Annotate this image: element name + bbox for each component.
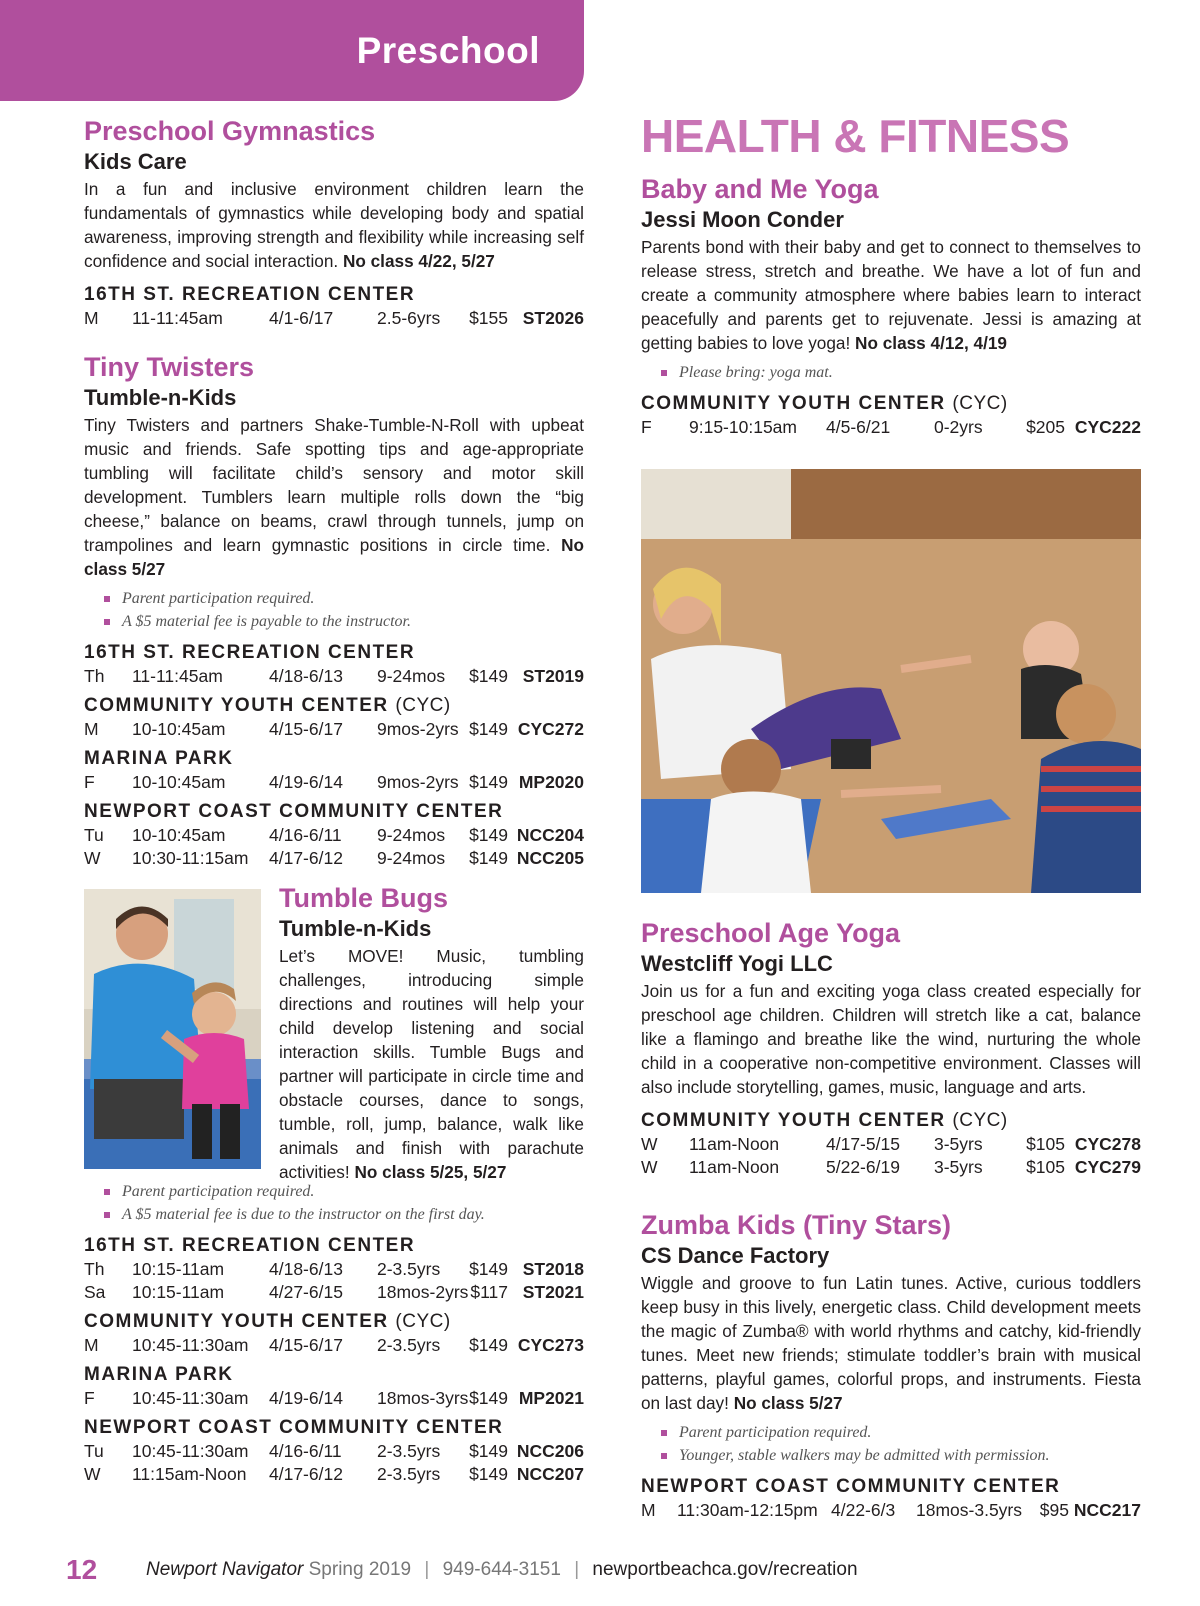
- location-heading: 16TH ST. RECREATION CENTER: [84, 1235, 416, 1256]
- footer-publication: [146, 1559, 858, 1581]
- footer-separator: |: [424, 1559, 430, 1580]
- schedule-ages: 9mos-2yrs: [377, 719, 459, 739]
- location-heading: NEWPORT COAST COMMUNITY CENTER: [84, 1417, 504, 1438]
- class-description: Tiny Twisters and partners Shake-Tumble-N-Roll with upbeat music and friends. Safe spotting tips and age-appropriate tumbling will facilitate child’s sensory and motor skill development. Tumblers learn multiple rolls down the “big cheese,” balance on beams, crawl through tunnels, jump on trampolines and learn gymnastic positions in circle time. No class 5/27: [84, 415, 584, 579]
- schedule-time: 11:15am-Noon: [132, 1464, 247, 1484]
- schedule-row: [84, 718, 584, 741]
- schedule-row: [84, 1463, 584, 1486]
- schedule-time: 10:45-11:30am: [132, 1388, 249, 1408]
- schedule-rows: [84, 771, 584, 794]
- no-class-note: No class 4/12, 4/19: [855, 333, 1007, 353]
- schedule-dates: 4/5-6/21: [826, 417, 891, 437]
- schedule-dates: 4/15-6/17: [269, 719, 343, 739]
- location-heading: NEWPORT COAST COMMUNITY CENTER: [641, 1476, 1061, 1497]
- class-tiny-twisters: [84, 351, 584, 870]
- schedule-course-code: CYC273: [517, 1335, 584, 1355]
- schedule-row: [84, 847, 584, 870]
- schedule-rows: [641, 1133, 1141, 1179]
- class-description: Join us for a fun and exciting yoga class created especially for preschool age children. Children will stretch like a cat, balance like a flamingo and breathe like the wind, nurturing the whole child in a cooperative non-competitive environment. Classes will also include storytelling, games, music, language and arts.: [641, 981, 1141, 1097]
- class-title: Preschool Age Yoga: [641, 918, 901, 948]
- class-vendor: CS Dance Factory: [641, 1243, 830, 1268]
- schedule-rows: [84, 718, 584, 741]
- schedule-day: F: [84, 772, 95, 792]
- class-title: Zumba Kids (Tiny Stars): [641, 1210, 952, 1240]
- section-tab-title: Preschool: [356, 30, 540, 71]
- schedule-course-code: NCC205: [516, 848, 584, 868]
- schedule-row: [641, 1156, 1141, 1179]
- schedule-fee: $149: [469, 1388, 508, 1408]
- schedule-course-code: NCC204: [516, 825, 584, 845]
- schedule-fee: $149: [469, 825, 508, 845]
- schedule-fee: $95: [1039, 1500, 1069, 1520]
- note-item: Parent participation required.: [104, 1180, 584, 1203]
- schedule-time: 10:15-11am: [132, 1282, 225, 1302]
- schedule-row: [84, 307, 584, 330]
- schedule-fee: $205: [1026, 417, 1065, 437]
- class-title: Tiny Twisters: [84, 352, 255, 382]
- publication-season: Spring 2019: [308, 1559, 412, 1580]
- schedule-rows: [84, 307, 584, 330]
- note-item: A $5 material fee is payable to the instructor.: [104, 610, 584, 633]
- class-preschool-gymnastics: [84, 115, 584, 330]
- location-heading: 16TH ST. RECREATION CENTER: [84, 642, 416, 663]
- schedule-day: M: [84, 719, 99, 739]
- schedule-rows: [84, 1387, 584, 1410]
- schedule-day: M: [84, 308, 99, 328]
- schedule-fee: $149: [469, 1259, 508, 1279]
- schedule-dates: 4/19-6/14: [269, 1388, 343, 1408]
- class-preschool-age-yoga: [641, 917, 1141, 1179]
- schedule-dates: 4/17-5/15: [826, 1134, 900, 1154]
- class-baby-and-me-yoga: [641, 173, 1141, 439]
- class-vendor: Westcliff Yogi LLC: [641, 951, 833, 976]
- class-description: Let’s MOVE! Music, tumbling challenges, introducing simple directions and routines will help your child develop listening and social interaction skills. Tumble Bugs and partner will participate in circle time and obstacle courses, dance to songs, tumble, roll, jump, balance, walk like animals and finish with parachute activities! No class 5/25, 5/27: [279, 946, 584, 1182]
- category-heading: HEALTH & FITNESS: [641, 110, 1070, 162]
- location-heading: COMMUNITY YOUTH CENTER (CYC): [84, 1311, 451, 1332]
- schedule-time: 10-10:45am: [132, 825, 226, 845]
- class-title: Tumble Bugs: [279, 883, 449, 913]
- schedule-ages: 9-24mos: [377, 666, 446, 686]
- schedule-course-code: NCC217: [1073, 1500, 1141, 1520]
- schedule-ages: 0-2yrs: [934, 417, 983, 437]
- schedule-ages: 2-3.5yrs: [377, 1259, 441, 1279]
- schedule-dates: 4/16-6/11: [269, 1441, 342, 1461]
- footer-separator: |: [574, 1559, 580, 1580]
- schedule-ages: 18mos-3yrs: [377, 1388, 469, 1408]
- schedule-fee: $149: [469, 1464, 508, 1484]
- schedule-time: 10:30-11:15am: [132, 848, 249, 868]
- schedule-fee: $105: [1026, 1157, 1065, 1177]
- schedule-course-code: NCC206: [516, 1441, 584, 1461]
- class-vendor: Tumble-n-Kids: [84, 385, 237, 410]
- schedule-dates: 4/22-6/3: [831, 1500, 896, 1520]
- schedule-ages: 3-5yrs: [934, 1157, 983, 1177]
- class-title: Baby and Me Yoga: [641, 174, 879, 204]
- page-number: 12: [66, 1554, 98, 1585]
- schedule-ages: 18mos-2yrs: [377, 1282, 469, 1302]
- schedule-time: 10-10:45am: [132, 772, 226, 792]
- schedule-dates: 4/27-6/15: [269, 1282, 343, 1302]
- tumble-bugs-photo: [84, 889, 261, 1169]
- schedule-time: 11:30am-12:15pm: [677, 1500, 818, 1520]
- location-heading: 16TH ST. RECREATION CENTER: [84, 284, 416, 305]
- page-footer: [66, 1554, 966, 1590]
- schedule-time: 11am-Noon: [689, 1134, 780, 1154]
- schedule-course-code: NCC207: [516, 1464, 584, 1484]
- schedule-dates: 4/15-6/17: [269, 1335, 343, 1355]
- schedule-row: [641, 1499, 1141, 1522]
- schedule-fee: $117: [470, 1282, 508, 1302]
- schedule-rows: [641, 416, 1141, 439]
- schedule-dates: 4/19-6/14: [269, 772, 343, 792]
- schedule-rows: [641, 1499, 1141, 1522]
- schedule-day: W: [84, 848, 101, 868]
- schedule-time: 9:15-10:15am: [689, 417, 797, 437]
- schedule-dates: 4/16-6/11: [269, 825, 342, 845]
- class-zumba-kids: [641, 1209, 1141, 1522]
- schedule-dates: 5/22-6/19: [826, 1157, 900, 1177]
- schedule-row: [84, 1281, 584, 1304]
- schedule-course-code: CYC279: [1074, 1157, 1141, 1177]
- note-item: Younger, stable walkers may be admitted with permission.: [661, 1444, 1141, 1467]
- schedule-day: Sa: [84, 1282, 106, 1302]
- schedule-ages: 2-3.5yrs: [377, 1441, 441, 1461]
- schedule-rows: [84, 1258, 584, 1304]
- class-description: In a fun and inclusive environment children learn the fundamentals of gymnastics while developing body and spatial awareness, improving strength and flexibility while increasing self confidence and social interaction. No class 4/22, 5/27: [84, 179, 584, 271]
- schedule-fee: $155: [469, 308, 508, 328]
- schedule-row: [84, 1258, 584, 1281]
- schedule-day: M: [641, 1500, 656, 1520]
- schedule-day: W: [84, 1464, 101, 1484]
- schedule-time: 10:45-11:30am: [132, 1335, 249, 1355]
- schedule-time: 10-10:45am: [132, 719, 226, 739]
- schedule-day: Tu: [84, 1441, 104, 1461]
- class-tumble-bugs: [279, 882, 584, 1184]
- schedule-course-code: CYC272: [517, 719, 584, 739]
- class-notes: [104, 587, 584, 633]
- class-title: Preschool Gymnastics: [84, 116, 376, 146]
- location-heading: MARINA PARK: [84, 748, 234, 769]
- class-vendor: Kids Care: [84, 149, 187, 174]
- schedule-day: Th: [84, 1259, 105, 1279]
- schedule-rows: [84, 1334, 584, 1357]
- schedule-ages: 18mos-3.5yrs: [916, 1500, 1023, 1520]
- schedule-dates: 4/18-6/13: [269, 666, 343, 686]
- schedule-ages: 2.5-6yrs: [377, 308, 441, 328]
- schedule-row: [84, 1387, 584, 1410]
- schedule-fee: $149: [469, 772, 508, 792]
- schedule-row: [84, 1334, 584, 1357]
- schedule-time: 11-11:45am: [132, 308, 223, 328]
- schedule-fee: $149: [469, 1335, 508, 1355]
- schedule-dates: 4/1-6/17: [269, 308, 334, 328]
- schedule-ages: 9mos-2yrs: [377, 772, 459, 792]
- schedule-dates: 4/18-6/13: [269, 1259, 343, 1279]
- schedule-time: 11-11:45am: [132, 666, 223, 686]
- note-item: Parent participation required.: [661, 1421, 1141, 1444]
- schedule-day: W: [641, 1134, 658, 1154]
- schedule-fee: $149: [469, 666, 508, 686]
- schedule-row: [641, 416, 1141, 439]
- schedule-dates: 4/17-6/12: [269, 1464, 343, 1484]
- class-notes: [661, 1421, 1141, 1467]
- note-item: Please bring: yoga mat.: [661, 361, 1141, 384]
- schedule-fee: $149: [469, 1441, 508, 1461]
- schedule-row: [84, 665, 584, 688]
- class-vendor: Tumble-n-Kids: [279, 916, 432, 941]
- schedule-rows: [84, 824, 584, 870]
- schedule-course-code: ST2021: [522, 1282, 584, 1302]
- schedule-course-code: CYC222: [1074, 417, 1141, 437]
- schedule-dates: 4/17-6/12: [269, 848, 343, 868]
- schedule-course-code: CYC278: [1074, 1134, 1141, 1154]
- schedule-ages: 3-5yrs: [934, 1134, 983, 1154]
- schedule-ages: 9-24mos: [377, 848, 446, 868]
- schedule-fee: $149: [469, 848, 508, 868]
- class-description: Parents bond with their baby and get to connect to themselves to release stress, stretch and breathe. We have a lot of fun and create a community atmosphere where babies learn to interact peacefully and parents get to rejuvenate. Jessi is amazing at getting babies to love yoga! No class 4/12, 4/19: [641, 237, 1141, 353]
- health-fitness-heading-block: [641, 110, 1141, 162]
- class-notes: [104, 1180, 584, 1226]
- schedule-ages: 2-3.5yrs: [377, 1335, 441, 1355]
- publication-name: Newport Navigator: [146, 1559, 304, 1580]
- yoga-class-photo: [641, 469, 1141, 893]
- location-heading: COMMUNITY YOUTH CENTER (CYC): [641, 393, 1008, 414]
- schedule-rows: [84, 1440, 584, 1486]
- schedule-row: [84, 1440, 584, 1463]
- no-class-note: No class 5/25, 5/27: [354, 1162, 507, 1182]
- location-heading: MARINA PARK: [84, 1364, 234, 1385]
- schedule-row: [84, 824, 584, 847]
- footer-website-link[interactable]: newportbeachca.gov/recreation: [592, 1559, 858, 1580]
- footer-phone: 949-644-3151: [442, 1559, 561, 1580]
- note-item: Parent participation required.: [104, 587, 584, 610]
- schedule-fee: $149: [469, 719, 508, 739]
- schedule-course-code: ST2019: [522, 666, 584, 686]
- schedule-row: [84, 771, 584, 794]
- schedule-time: 10:45-11:30am: [132, 1441, 249, 1461]
- schedule-time: 10:15-11am: [132, 1259, 225, 1279]
- no-class-note: No class 5/27: [733, 1393, 843, 1413]
- note-item: A $5 material fee is due to the instructor on the first day.: [104, 1203, 584, 1226]
- no-class-note: No class 4/22, 5/27: [342, 251, 495, 271]
- class-description: Wiggle and groove to fun Latin tunes. Active, curious toddlers keep busy in this lively, energetic class. Child development meets the magic of Zumba® with world rhythms and catchy, kid-friendly tunes. Meet new friends; stimulate toddler’s brain with musical patterns, playful games, colorful props, and instruments. Fiesta on last day! No class 5/27: [641, 1273, 1141, 1413]
- schedule-day: W: [641, 1157, 658, 1177]
- schedule-ages: 2-3.5yrs: [377, 1464, 441, 1484]
- class-vendor: Jessi Moon Conder: [641, 207, 844, 232]
- schedule-row: [641, 1133, 1141, 1156]
- schedule-day: F: [641, 417, 652, 437]
- tumble-bugs-schedule: [84, 1180, 584, 1486]
- schedule-fee: $105: [1026, 1134, 1065, 1154]
- class-notes: [661, 361, 1141, 384]
- schedule-course-code: MP2021: [518, 1388, 584, 1408]
- schedule-day: M: [84, 1335, 99, 1355]
- schedule-course-code: ST2026: [522, 308, 584, 328]
- schedule-day: Th: [84, 666, 105, 686]
- schedule-course-code: MP2020: [518, 772, 584, 792]
- schedule-time: 11am-Noon: [689, 1157, 780, 1177]
- schedule-course-code: ST2018: [522, 1259, 584, 1279]
- location-heading: COMMUNITY YOUTH CENTER (CYC): [84, 695, 451, 716]
- schedule-ages: 9-24mos: [377, 825, 446, 845]
- schedule-rows: [84, 665, 584, 688]
- location-heading: COMMUNITY YOUTH CENTER (CYC): [641, 1110, 1008, 1131]
- location-heading: NEWPORT COAST COMMUNITY CENTER: [84, 801, 504, 822]
- no-class-note: No class 5/27: [84, 535, 584, 579]
- schedule-day: F: [84, 1388, 95, 1408]
- schedule-day: Tu: [84, 825, 104, 845]
- section-tab: [0, 0, 584, 101]
